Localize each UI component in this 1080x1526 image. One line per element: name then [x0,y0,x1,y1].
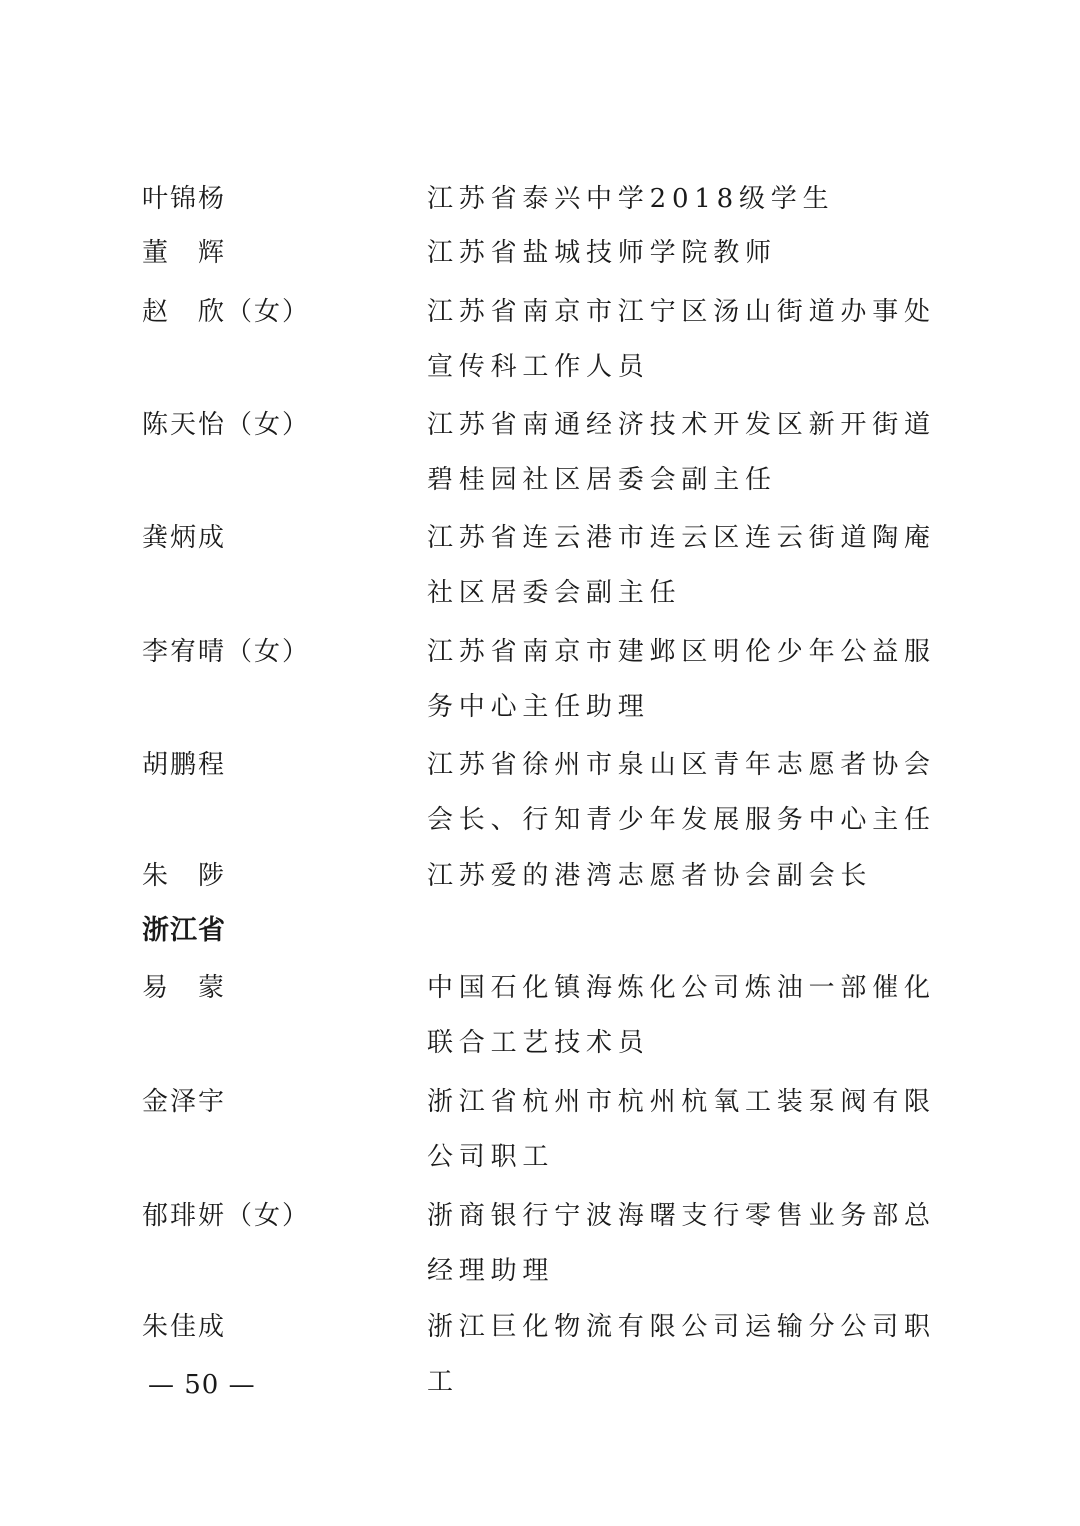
person-description: 浙商银行宁波海曙支行零售业务部总经理助理 [427,1201,936,1286]
person-name: 胡鹏程 [142,750,227,780]
person-name: 朱佳成 [142,1312,227,1342]
person-name: 陈天怡（女） [142,410,311,440]
person-name: 赵 欣（女） [142,297,311,327]
person-name: 叶锦杨 [142,184,227,214]
page-number: — 50 — [148,1370,256,1400]
person-description: 浙江巨化物流有限公司运输分公司职工 [427,1312,936,1397]
person-name: 易 蒙 [142,973,227,1003]
person-description: 江苏省连云港市连云区连云街道陶庵社区居委会副主任 [427,523,936,608]
person-description: 江苏省南京市建邺区明伦少年公益服务中心主任助理 [427,637,936,722]
person-name: 李宥晴（女） [142,637,311,667]
person-description: 浙江省杭州市杭州杭氧工装泵阀有限公司职工 [427,1087,936,1172]
person-description: 中国石化镇海炼化公司炼油一部催化联合工艺技术员 [427,973,936,1058]
person-name: 龚炳成 [142,523,227,553]
person-description: 江苏爱的港湾志愿者协会副会长 [427,861,873,891]
person-description: 江苏省泰兴中学2018级学生 [427,184,835,214]
person-description: 江苏省徐州市泉山区青年志愿者协会会长、行知青少年发展服务中心主任 [427,750,936,835]
person-name: 郁琲妍（女） [142,1201,311,1231]
person-name: 朱 陟 [142,861,227,891]
person-description: 江苏省盐城技师学院教师 [427,238,777,268]
person-name: 金泽宇 [142,1087,227,1117]
section-heading: 浙江省 [142,915,226,946]
person-description: 江苏省南通经济技术开发区新开街道碧桂园社区居委会副主任 [427,410,936,495]
person-description: 江苏省南京市江宁区汤山街道办事处宣传科工作人员 [427,297,936,382]
person-name: 董 辉 [142,238,227,268]
